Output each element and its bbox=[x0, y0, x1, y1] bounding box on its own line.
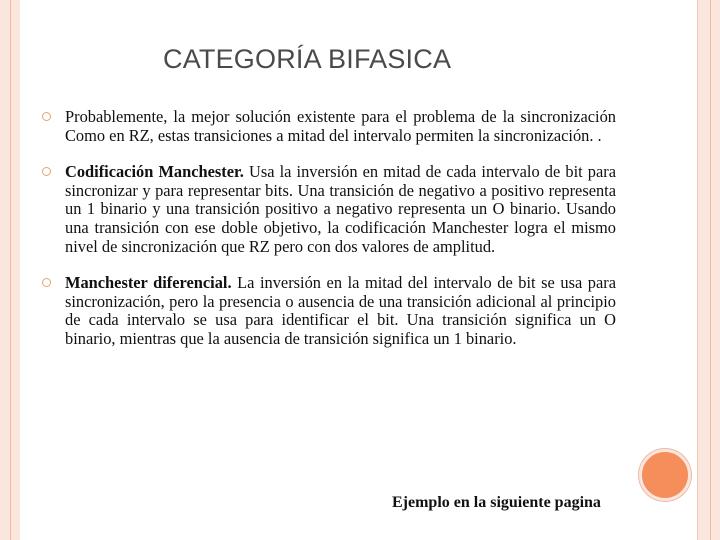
right-border-inner-line bbox=[697, 0, 698, 540]
bullet-list bbox=[42, 108, 616, 349]
bullet-item bbox=[42, 274, 616, 348]
bullet-item bbox=[42, 163, 616, 256]
bullet-item bbox=[42, 108, 616, 145]
bullet-lead: Manchester diferencial. bbox=[65, 273, 232, 293]
decorative-circle bbox=[639, 449, 691, 501]
bullet-text: La inversión en la mitad del intervalo de bit se usa para sincronización, pero la presencia o ausencia de una transición adicional al principio de cada intervalo se usa para identificar el bit. Una transición significa un O binario, mientras que la ausencia de transición significa un 1 binario. bbox=[65, 273, 616, 348]
bullet-icon bbox=[42, 278, 51, 287]
left-border-line bbox=[10, 0, 11, 540]
bullet-text: Probablemente, la mejor solución existente para el problema de la sincronización Como en RZ, estas transiciones a mitad del intervalo permiten la sincronización. . bbox=[65, 107, 616, 145]
slide-title: CATEGORÍA BIFASICA bbox=[163, 44, 452, 74]
footer-note: Ejemplo en la siguiente pagina bbox=[392, 494, 601, 511]
bullet-text: Usa la inversión en mitad de cada intervalo de bit para sincronizar y para representar bits. Una transición de negativo a positivo representa un 1 binario y una transición positivo a negativo representa un O binario. Usando una transición con ese doble objetivo, la codificación Manchester logra el mismo nivel de sincronización que RZ pero con dos valores de amplitud. bbox=[65, 162, 616, 256]
bullet-icon bbox=[42, 167, 51, 176]
right-border-line bbox=[710, 0, 711, 540]
bullet-icon bbox=[42, 112, 51, 121]
right-border-decoration bbox=[697, 0, 720, 540]
bullet-lead: Codificación Manchester. bbox=[65, 162, 244, 182]
